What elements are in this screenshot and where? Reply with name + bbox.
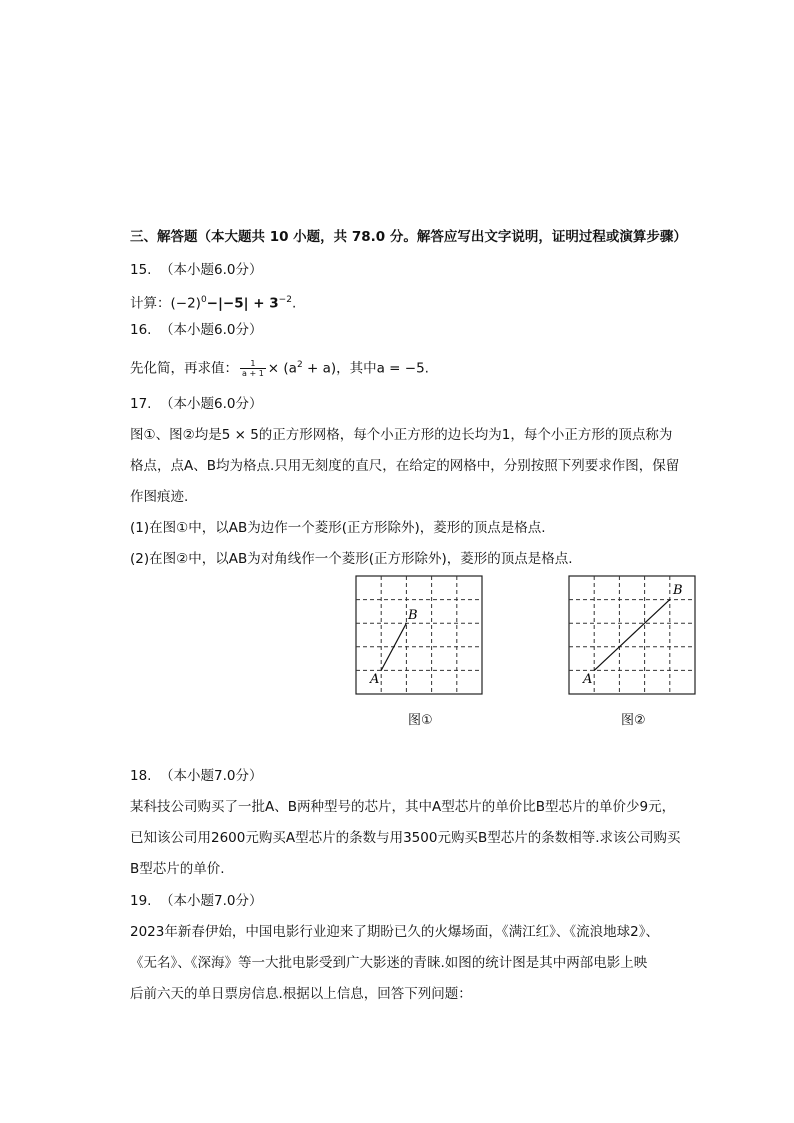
q17-line1: 图①、图②均是5 × 5的正方形网格，每个小正方形的边长均为1，每个小正方形的顶点称为 <box>130 427 673 443</box>
q16-number: 16. （本小题6.0分） <box>130 322 263 338</box>
point-a-label: A <box>583 672 593 687</box>
q18-line3: B型芯片的单价. <box>130 861 225 877</box>
segment-ab <box>594 600 670 671</box>
q16-fraction <box>240 359 266 378</box>
q16-frac-num: 1 <box>240 359 266 369</box>
q15-expr-b: −|−5| + 3 <box>206 295 279 312</box>
q19-line3: 后前六天的单日票房信息.根据以上信息，回答下列问题： <box>130 986 472 1002</box>
q17-sub2: (2)在图②中，以AB为对角线作一个菱形(正方形除外)，菱形的顶点是格点. <box>130 551 573 567</box>
point-b-label: B <box>408 608 418 623</box>
q16-after: + a)，其中a = −5. <box>302 360 429 377</box>
q15-problem <box>130 290 296 314</box>
q16-prefix: 先化简，再求值： <box>130 360 238 377</box>
figure-1-caption: 图① <box>408 713 433 728</box>
point-a-label: A <box>370 672 380 687</box>
q16-frac-den: a + 1 <box>242 369 264 378</box>
q18-line1: 某科技公司购买了一批A、B两种型号的芯片，其中A型芯片的单价比B型芯片的单价少9元， <box>130 799 676 815</box>
q19-number: 19. （本小题7.0分） <box>130 893 263 909</box>
q15-prefix: 计算： <box>130 295 171 312</box>
q17-number: 17. （本小题6.0分） <box>130 396 263 412</box>
section-heading: 三、解答题（本大题共 10 小题，共 78.0 分。解答应写出文字说明，证明过程或演算步骤） <box>130 229 687 245</box>
q16-problem <box>130 355 429 379</box>
q15-end: . <box>291 295 297 312</box>
q18-line2: 已知该公司用2600元购买A型芯片的条数与用3500元购买B型芯片的条数相等.求该公司购买 <box>130 830 681 846</box>
figure-2-grid <box>563 570 703 700</box>
q15-exp-a: 0 <box>200 295 207 305</box>
q17-sub1: (1)在图①中，以AB为边作一个菱形(正方形除外)，菱形的顶点是格点. <box>130 520 546 536</box>
q15-number: 15. （本小题6.0分） <box>130 262 263 278</box>
q17-line3: 作图痕迹. <box>130 489 189 505</box>
q19-line2: 《无名》、《深海》等一大批电影受到广大影迷的青睐.如图的统计图是其中两部电影上映 <box>130 955 648 971</box>
q19-line1: 2023年新春伊始，中国电影行业迎来了期盼已久的火爆场面，《满江红》、《流浪地球2》、 <box>130 924 659 940</box>
point-b-label: B <box>673 583 683 598</box>
q18-number: 18. （本小题7.0分） <box>130 768 263 784</box>
q16-exp: 2 <box>296 360 303 370</box>
q15-expr-a: (−2) <box>170 295 201 312</box>
figure-1-grid <box>350 570 490 700</box>
q15-exp-b: −2 <box>278 295 292 305</box>
q16-mid: × (a <box>267 360 297 377</box>
q17-line2: 格点，点A、B均为格点.只用无刻度的直尺，在给定的网格中，分别按照下列要求作图，保留 <box>130 458 680 474</box>
figure-2-caption: 图② <box>621 713 646 728</box>
